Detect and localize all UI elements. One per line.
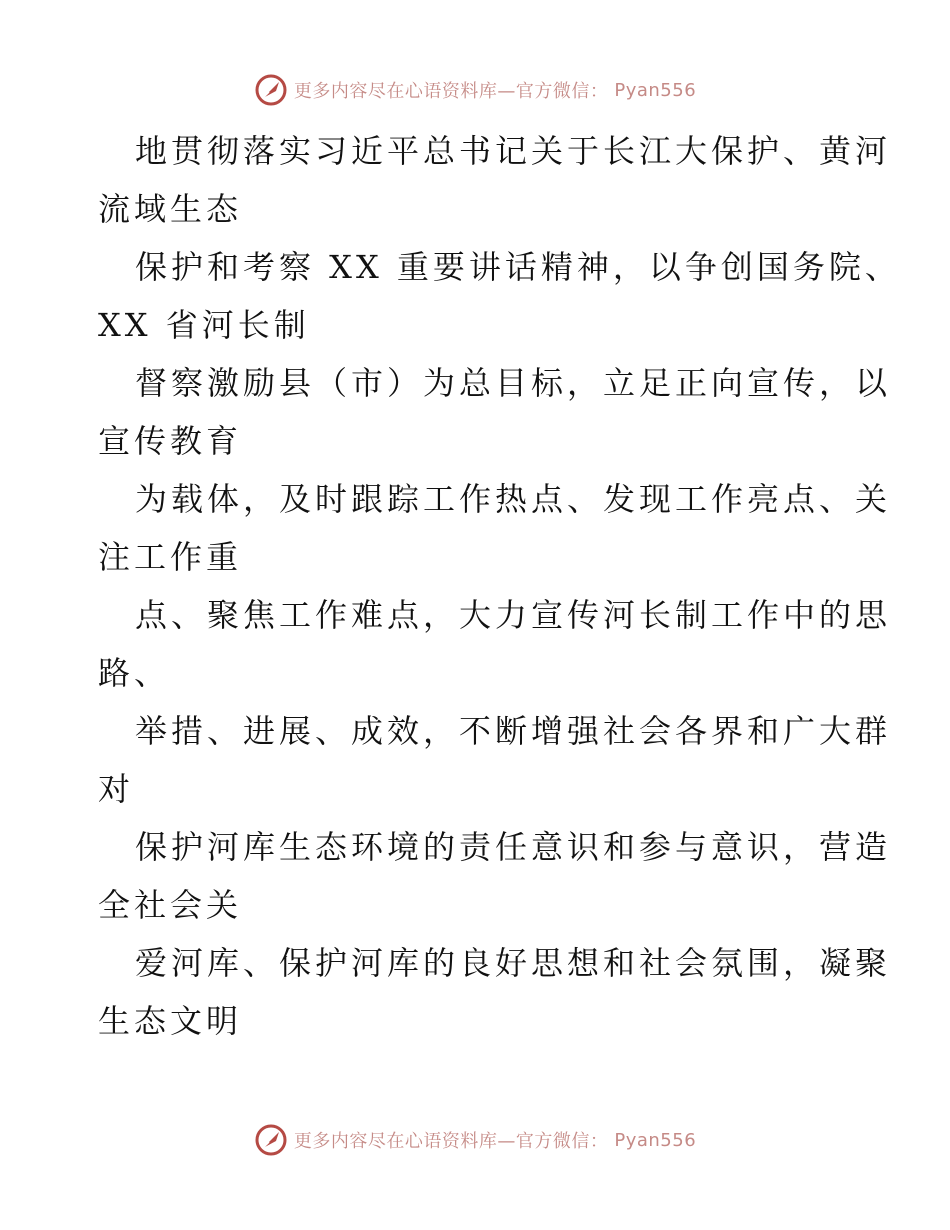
text-line: 生态文明 xyxy=(98,1002,243,1040)
watermark-wechat-id: Pyan556 xyxy=(614,79,697,101)
text-line: 宣传教育 xyxy=(98,422,243,460)
text-line: 为载体，及时跟踪工作热点、发现工作亮点、关 xyxy=(135,480,892,518)
text-line: 流域生态 xyxy=(98,190,243,228)
quill-logo-icon xyxy=(254,1123,288,1157)
text-line: 爱河库、保护河库的良好思想和社会氛围，凝聚 xyxy=(135,944,892,982)
text-line: 注工作重 xyxy=(98,538,243,576)
text-line: XX 省河长制 xyxy=(98,306,310,344)
text-line: 督察激励县（市）为总目标，立足正向宣传，以 xyxy=(135,364,892,402)
watermark-wechat-id: Pyan556 xyxy=(614,1129,697,1151)
watermark-text: 更多内容尽在心语资料库—官方微信： xyxy=(293,1131,609,1152)
text-line: 保护和考察 XX 重要讲话精神，以争创国务院、 xyxy=(135,248,901,286)
text-line: 路、 xyxy=(98,654,171,692)
text-line: 保护河库生态环境的责任意识和参与意识，营造 xyxy=(135,828,892,866)
text-line: 对 xyxy=(98,770,135,808)
text-line: 全社会关 xyxy=(98,886,243,924)
text-line: 点、聚焦工作难点，大力宣传河长制工作中的思 xyxy=(135,596,892,634)
document-body xyxy=(98,122,901,1050)
header-watermark xyxy=(0,70,950,110)
watermark-text: 更多内容尽在心语资料库—官方微信： xyxy=(293,81,609,102)
quill-logo-icon xyxy=(254,73,288,107)
text-line: 举措、进展、成效，不断增强社会各界和广大群 xyxy=(135,712,892,750)
footer-watermark xyxy=(0,1120,950,1160)
text-line: 地贯彻落实习近平总书记关于长江大保护、黄河 xyxy=(135,132,892,170)
